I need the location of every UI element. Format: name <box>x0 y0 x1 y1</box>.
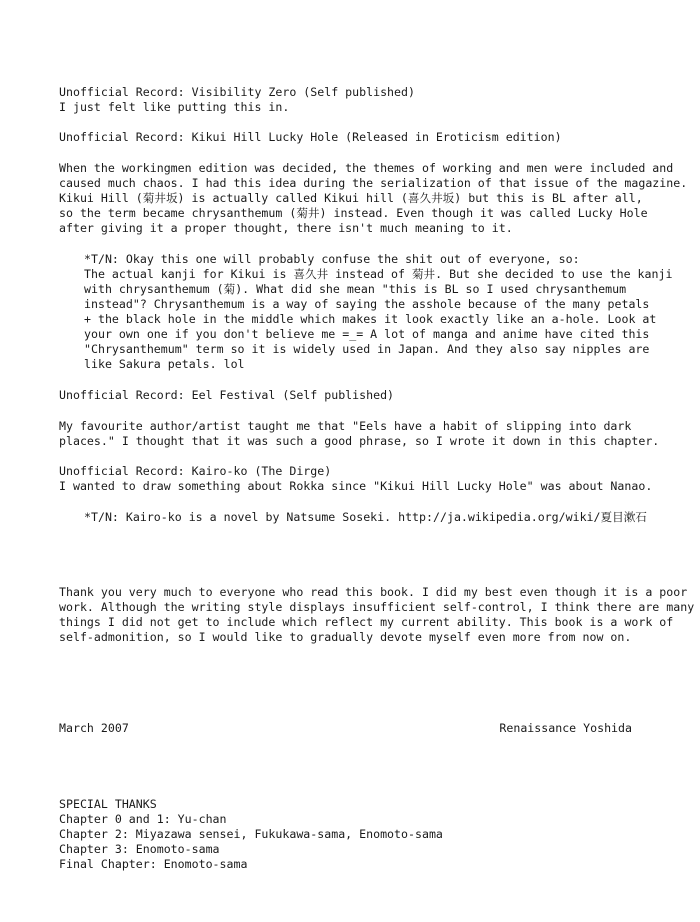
thanks-item: Chapter 2: Miyazawa sensei, Fukukawa-sama, Enomoto-sama <box>59 827 443 841</box>
paragraph-line: after giving it a proper thought, there isn't much meaning to it. <box>59 221 513 235</box>
section-heading-kairo-ko: Unofficial Record: Kairo-ko (The Dirge) <box>59 464 332 478</box>
section-body-visibility-zero: I just felt like putting this in. <box>59 100 290 114</box>
translator-note-line: like Sakura petals. lol <box>84 357 245 371</box>
thanks-item: Chapter 3: Enomoto-sama <box>59 842 220 856</box>
afterword-line: things I did not get to include which reflect my current ability. This book is a work of <box>59 615 674 629</box>
translator-note-line: instead"? Chrysanthemum is a way of saying the asshole because of the many petals <box>84 297 650 311</box>
translator-note-line: + the black hole in the middle which makes it look exactly like an a-hole. Look at <box>84 312 657 326</box>
section-heading-eel-festival: Unofficial Record: Eel Festival (Self published) <box>59 388 395 402</box>
section-body-kairo-ko: I wanted to draw something about Rokka since "Kikui Hill Lucky Hole" was about Nanao. <box>59 479 653 493</box>
translator-note-line: with chrysanthemum (菊). What did she mean "this is BL so I used chrysanthemum <box>84 282 627 296</box>
paragraph-line: When the workingmen edition was decided, the themes of working and men were included and <box>59 161 674 175</box>
translator-note-line: *T/N: Kairo-ko is a novel by Natsume Soseki. http://ja.wikipedia.org/wiki/夏目漱石 <box>84 510 647 524</box>
paragraph-line: so the term became chrysanthemum (菊井) instead. Even though it was called Lucky Hole <box>59 206 648 220</box>
paragraph-line: caused much chaos. I had this idea during the serialization of that issue of the magazine. <box>59 176 688 190</box>
paragraph-line: Kikui Hill (菊井坂) is actually called Kikui hill (喜久井坂) but this is BL after all, <box>59 191 643 205</box>
signature-date: March 2007 <box>59 721 129 735</box>
section-heading-visibility-zero: Unofficial Record: Visibility Zero (Self published) <box>59 85 415 99</box>
translator-note-line: *T/N: Okay this one will probably confuse the shit out of everyone, so: <box>84 252 580 266</box>
paragraph-line: My favourite author/artist taught me that "Eels have a habit of slipping into dark <box>59 419 632 433</box>
thanks-item: Final Chapter: Enomoto-sama <box>59 857 248 871</box>
thanks-item: Chapter 0 and 1: Yu-chan <box>59 812 227 826</box>
afterword-line: self-admonition, so I would like to gradually devote myself even more from now on. <box>59 630 632 644</box>
translator-note-line: "Chrysanthemum" term so it is widely used in Japan. And they also say nipples are <box>84 342 650 356</box>
afterword-line: Thank you very much to everyone who read this book. I did my best even though it is a poor <box>59 585 688 599</box>
section-heading-kikui-hill: Unofficial Record: Kikui Hill Lucky Hole (Released in Eroticism edition) <box>59 130 562 144</box>
special-thanks-heading: SPECIAL THANKS <box>59 797 157 811</box>
translator-note-line: your own one if you don't believe me =_= A lot of manga and anime have cited this <box>84 327 650 341</box>
signature-author: Renaissance Yoshida <box>499 721 632 735</box>
paragraph-line: places." I thought that it was such a good phrase, so I wrote it down in this chapter. <box>59 434 660 448</box>
translator-note-line: The actual kanji for Kikui is 喜久井 instead of 菊井. But she decided to use the kanji <box>84 267 673 281</box>
afterword-line: work. Although the writing style displays insufficient self-control, I think there are many <box>59 600 695 614</box>
